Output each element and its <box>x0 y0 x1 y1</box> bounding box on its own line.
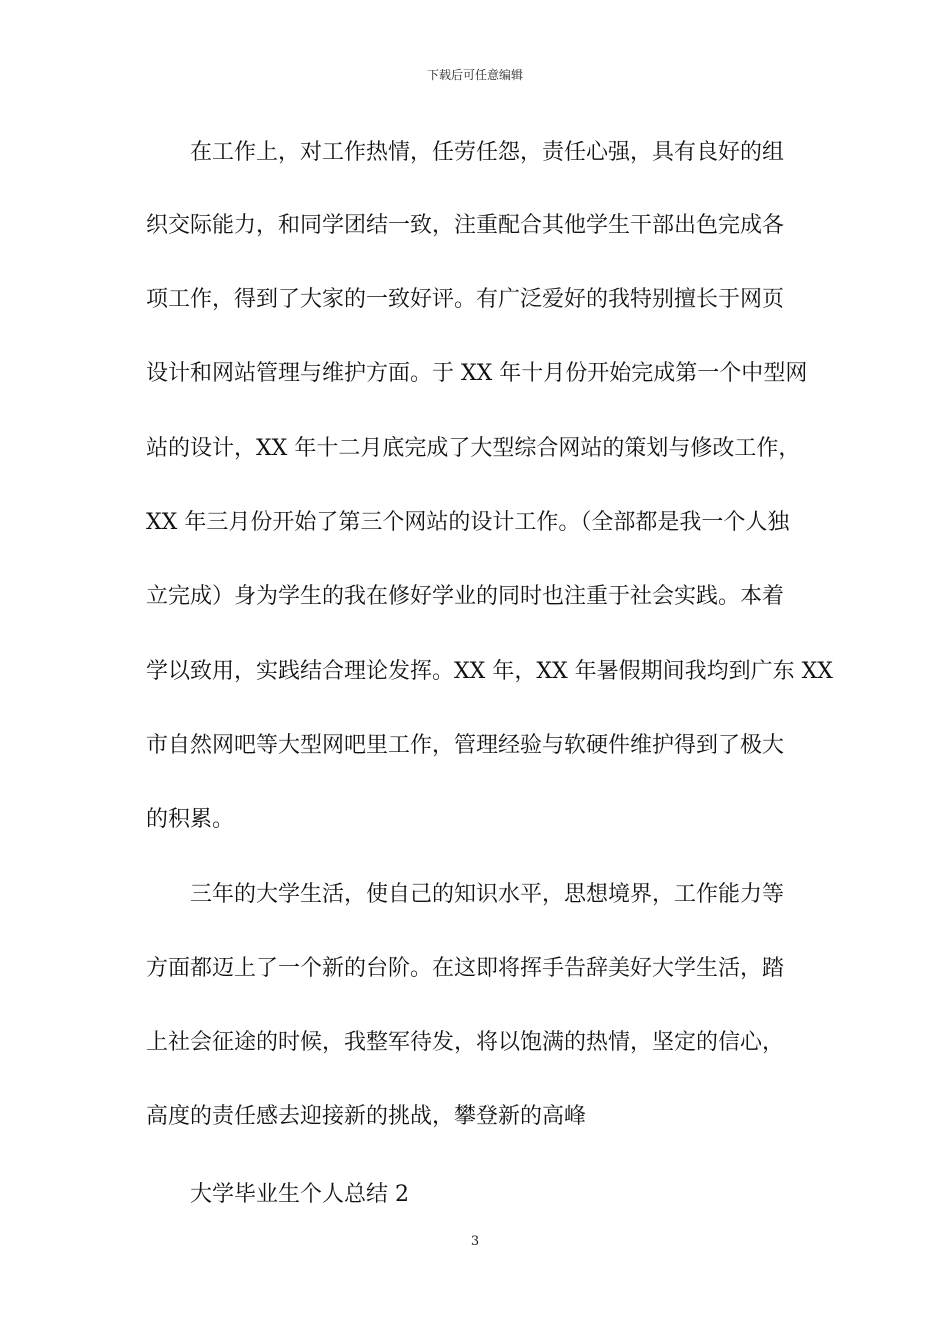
paragraph-line: 学以致用，实践结合理论发挥。XX 年，XX 年暑假期间我均到广东 XX <box>146 659 833 684</box>
page-number: 3 <box>470 1234 480 1249</box>
paragraph-line: 三年的大学生活，使自己的知识水平，思想境界，工作能力等 <box>190 882 785 907</box>
header-note: 下载后可任意编辑 <box>426 68 523 82</box>
paragraph-line: 立完成）身为学生的我在修好学业的同时也注重于社会实践。本着 <box>146 584 785 609</box>
paragraph-line: 设计和网站管理与维护方面。于 XX 年十月份开始完成第一个中型网 <box>146 361 808 386</box>
paragraph-line: XX 年三月份开始了第三个网站的设计工作。（全部都是我一个人独 <box>146 510 790 535</box>
paragraph-line: 织交际能力，和同学团结一致，注重配合其他学生干部出色完成各 <box>146 213 785 238</box>
paragraph-line: 站的设计，XX 年十二月底完成了大型综合网站的策划与修改工作， <box>146 436 801 461</box>
paragraph-line: 上社会征途的时候，我整军待发，将以饱满的热情，坚定的信心， <box>146 1030 785 1055</box>
paragraph-line: 方面都迈上了一个新的台阶。在这即将挥手告辞美好大学生活，踏 <box>146 956 785 981</box>
paragraph-line: 高度的责任感去迎接新的挑战，攀登新的高峰 <box>146 1104 587 1129</box>
paragraph-line: 在工作上，对工作热情，任劳任怨，责任心强，具有良好的组 <box>190 140 785 165</box>
paragraph-line: 项工作，得到了大家的一致好评。有广泛爱好的我特别擅长于网页 <box>146 287 785 312</box>
section-heading: 大学毕业生个人总结 2 <box>190 1182 409 1207</box>
paragraph-line: 的积累。 <box>146 807 235 832</box>
paragraph-line: 市自然网吧等大型网吧里工作，管理经验与软硬件维护得到了极大 <box>146 733 785 758</box>
